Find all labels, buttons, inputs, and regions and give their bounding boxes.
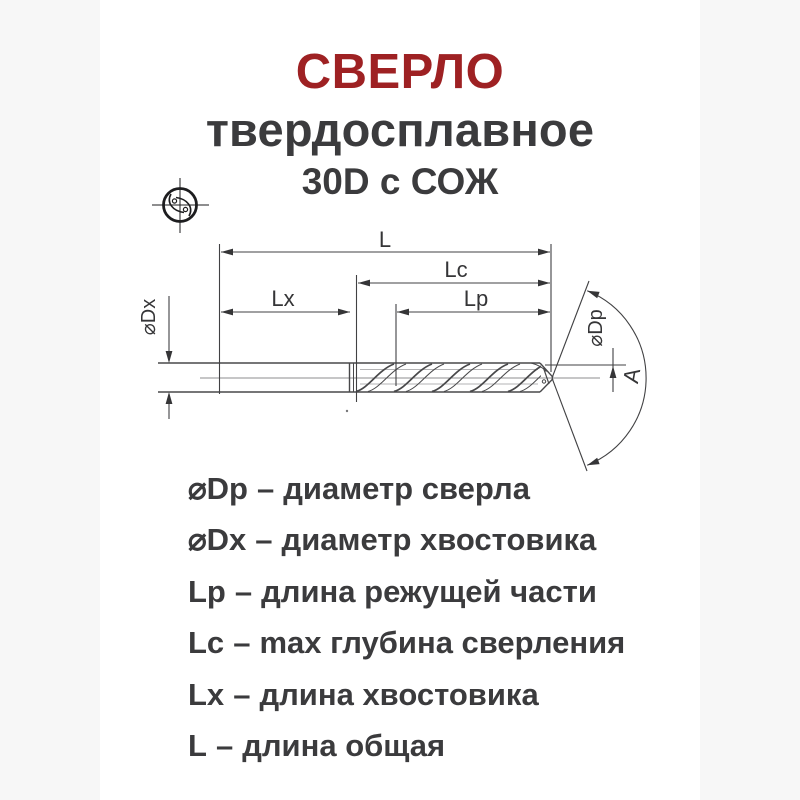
legend-separator: – — [233, 625, 251, 661]
legend-desc: max глубина сверления — [259, 625, 626, 661]
legend-separator: – — [255, 522, 273, 558]
label-point-angle: A — [618, 366, 646, 386]
legend-desc: диаметр хвостовика — [281, 522, 597, 558]
legend-term: Lx — [188, 676, 225, 712]
legend-separator: – — [233, 676, 251, 712]
label-overall-length: L — [378, 227, 392, 252]
legend-separator: – — [234, 573, 253, 609]
legend-item — [188, 721, 625, 773]
legend-desc: длина хвостовика — [259, 676, 539, 712]
label-shank-diameter: ⌀Dx — [138, 298, 160, 336]
legend-separator: – — [257, 470, 275, 506]
legend-item — [188, 618, 625, 670]
legend — [188, 463, 625, 772]
legend-item — [188, 566, 625, 618]
label-cutting-length: Lp — [463, 286, 489, 311]
drill-end-view-icon — [152, 178, 209, 233]
legend-term: ⌀Dx — [188, 522, 247, 558]
legend-term: ⌀Dp — [188, 470, 248, 506]
product-spec: 30D с СОЖ — [301, 161, 499, 202]
legend-term: L — [188, 728, 207, 764]
product-title: СВЕРЛО — [295, 45, 505, 99]
label-shank-length: Lx — [271, 286, 295, 311]
legend-term: Lp — [188, 573, 226, 609]
legend-desc: диаметр сверла — [283, 470, 530, 506]
legend-item — [188, 515, 625, 567]
legend-term: Lc — [188, 625, 225, 661]
legend-item — [188, 463, 625, 515]
drill-side-view — [158, 363, 600, 412]
legend-separator: – — [215, 728, 234, 764]
legend-desc: длина режущей части — [261, 573, 597, 609]
label-drill-diameter: ⌀Dp — [585, 309, 607, 347]
label-max-drill-depth: Lc — [444, 257, 468, 282]
legend-desc: длина общая — [242, 728, 446, 764]
product-subtitle: твердосплавное — [205, 103, 595, 156]
dimension-arrows — [166, 249, 617, 469]
legend-item — [188, 669, 625, 721]
dimension-labels — [138, 227, 645, 385]
dimension-lines — [169, 244, 646, 471]
